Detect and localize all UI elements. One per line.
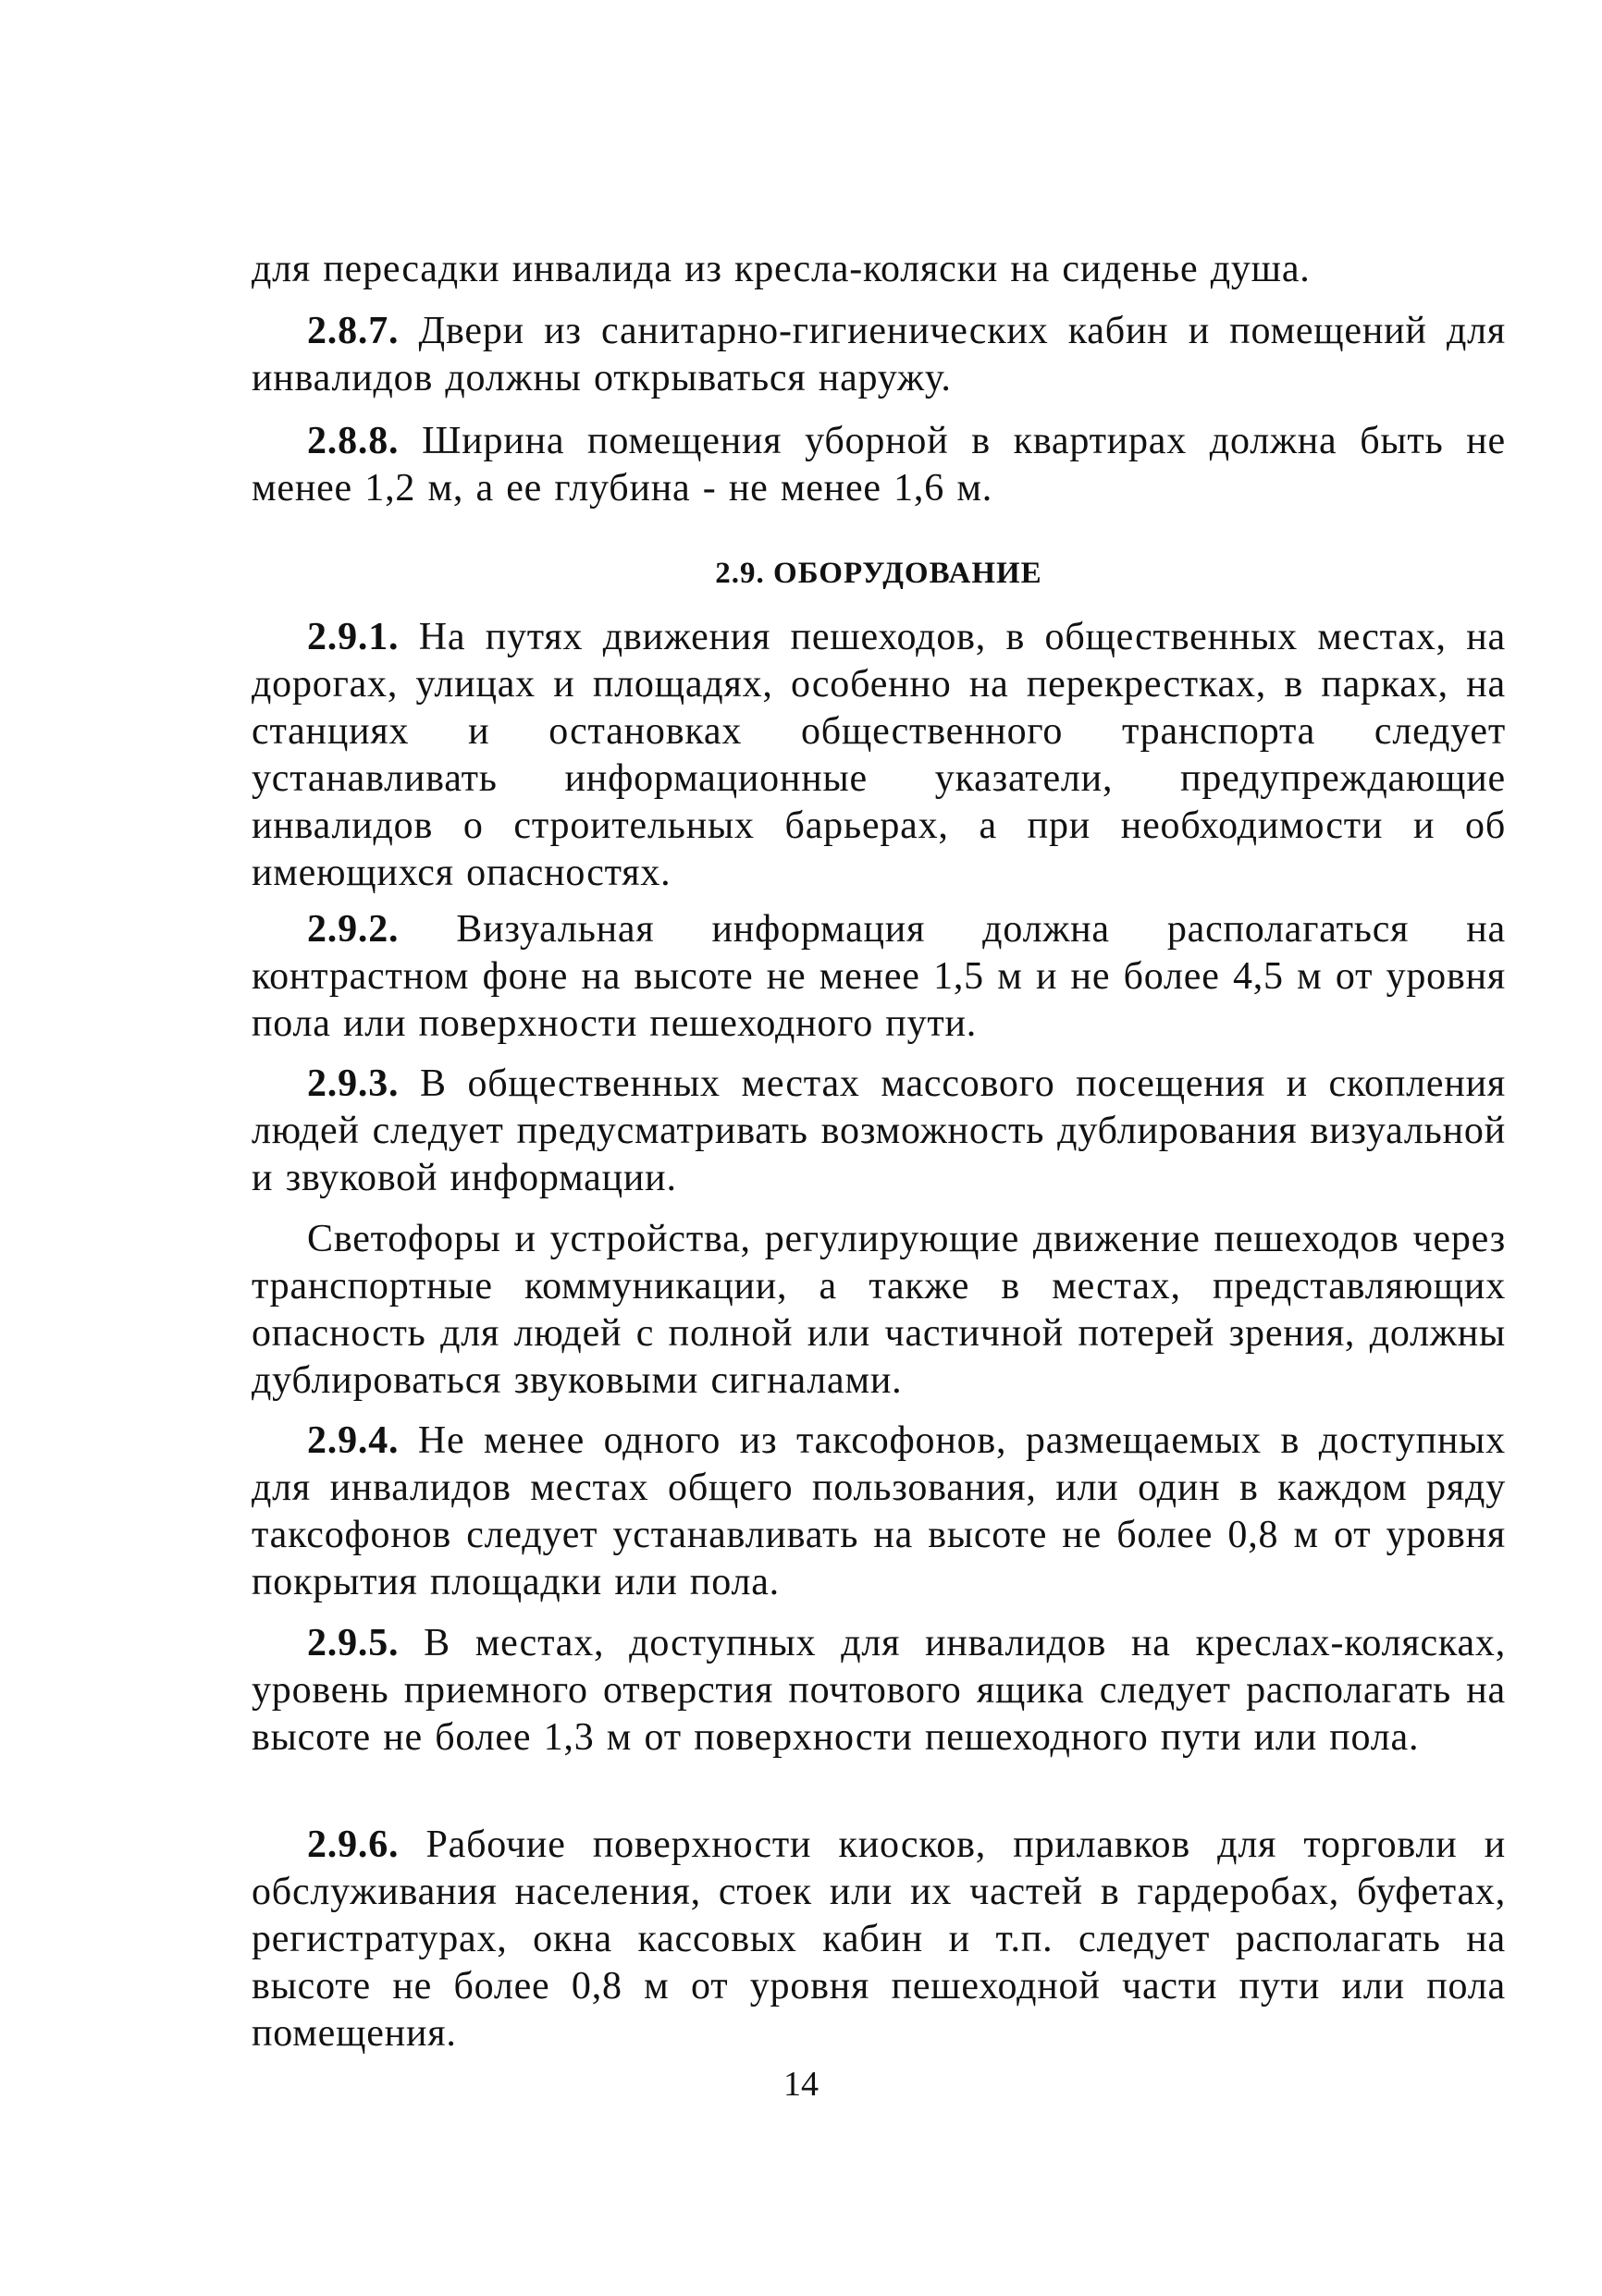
clause-number: 2.8.8.	[307, 420, 400, 462]
paragraph-text: Визуальная информация должна располагаться на контрастном фоне на высоте не менее 1,5 м и не более 4,5 м от уровня пола или поверхности пешеходного пути.	[252, 908, 1506, 1045]
page-number: 14	[783, 2065, 819, 2104]
paragraph-text: Двери из санитарно-гигиенических кабин и помещений для инвалидов должны открываться наружу.	[252, 310, 1506, 399]
clause-number: 2.8.7.	[307, 310, 400, 352]
clause-number: 2.9.3.	[307, 1062, 400, 1105]
paragraph-text: Светофоры и устройства, регулирующие движение пешеходов через транспортные коммуникации, а также в местах, представляющих опасность для людей с полной или частичной потерей зрения, должны дублироваться звуковыми сигналами.	[252, 1218, 1506, 1402]
paragraph-text: В общественных местах массового посещения и скопления людей следует предусматривать возможность дублирования визуальной и звуковой информации.	[252, 1062, 1507, 1199]
paragraph-2-9-2	[252, 906, 1506, 1048]
paragraph-text: Ширина помещения уборной в квартирах должна быть не менее 1,2 м, а ее глубина - не менее 1,6 м.	[252, 420, 1506, 510]
paragraph-2-9-1	[252, 614, 1506, 897]
paragraph-2-8-7	[252, 308, 1506, 402]
paragraph-text: В местах, доступных для инвалидов на креслах-колясках, уровень приемного отверстия почтового ящика следует располагать на высоте не более 1,3 м от поверхности пешеходного пути или пола.	[252, 1622, 1507, 1759]
paragraph-2-9-4	[252, 1418, 1506, 1606]
clause-number: 2.9.5.	[307, 1622, 400, 1664]
paragraph-2-9-3	[252, 1061, 1506, 1202]
paragraph-text: Не менее одного из таксофонов, размещаемых в доступных для инвалидов местах общего пользования, или один в каждом ряду таксофонов следует устанавливать на высоте не более 0,8 м от уровня покрытия площадки или пола.	[252, 1419, 1506, 1603]
paragraph-2-9-6	[252, 1822, 1506, 2057]
section-heading: 2.9. ОБОРУДОВАНИЕ	[715, 557, 1042, 590]
paragraph-2-8-8	[252, 418, 1506, 512]
paragraph-text: На путях движения пешеходов, в общественных местах, на дорогах, улицах и площадях, особенно на перекрестках, в парках, на станциях и остановках общественного транспорта следует устанавливать информационные указатели, предупреждающие инвалидов о строительных барьерах, а при необходимости и об имеющихся опасностях.	[252, 616, 1506, 894]
clause-number: 2.9.4.	[307, 1419, 400, 1462]
clause-number: 2.9.1.	[307, 616, 400, 658]
clause-number: 2.9.2.	[307, 908, 400, 951]
paragraph-2-9-5	[252, 1620, 1506, 1762]
paragraph-text: Рабочие поверхности киосков, прилавков для торговли и обслуживания населения, стоек или их частей в гардеробах, буфетах, регистратурах, окна кассовых кабин и т.п. следует располагать на высоте не более 0,8 м от уровня пешеходной части пути или пола помещения.	[252, 1823, 1506, 2055]
paragraph-traffic-lights	[252, 1216, 1506, 1405]
clause-number: 2.9.6.	[307, 1823, 400, 1866]
paragraph-text: для пересадки инвалида из кресла-коляски на сиденье душа.	[252, 248, 1311, 290]
paragraph-continuation	[252, 246, 1506, 293]
